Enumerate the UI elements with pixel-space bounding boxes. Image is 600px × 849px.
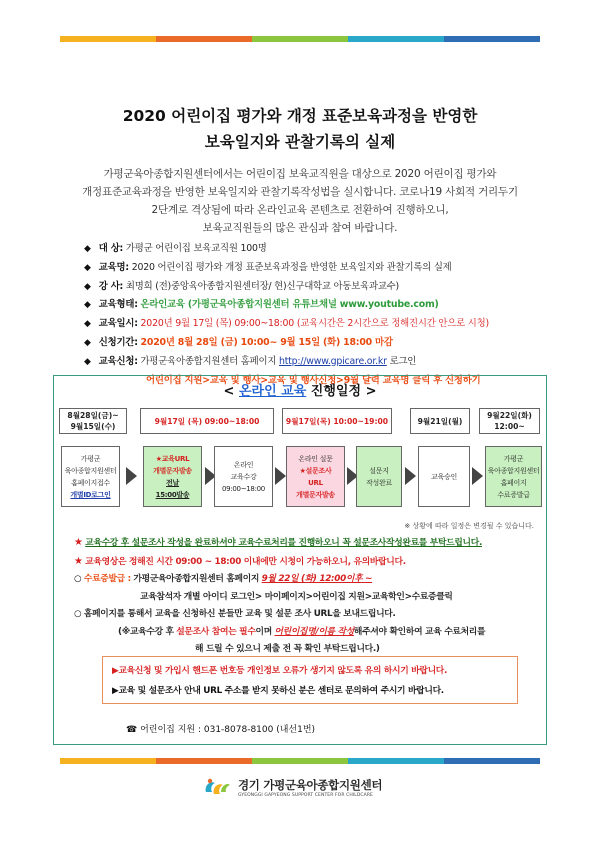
info-type xyxy=(84,296,544,315)
info-label: 교육신청: xyxy=(98,355,138,367)
contact-phone xyxy=(126,722,315,735)
diamond-bullet-icon: ◆ xyxy=(84,337,91,348)
info-value: 2020 어린이집 평가와 개정 표준보육과정을 반영한 보육일지와 관찰기록의 실제 xyxy=(131,261,452,273)
phone-icon: ☎ xyxy=(126,725,138,735)
info-label: 신청기간: xyxy=(98,336,138,348)
step-line: 가평군 xyxy=(503,454,524,463)
step-line: 설문지 xyxy=(369,466,389,475)
step-box xyxy=(418,446,470,507)
info-apply-period xyxy=(84,334,544,353)
info-value: 2020년 8월 28일 (금) 10:00~ 9월 15일 (화) 18:00 마감 xyxy=(140,336,393,348)
info-value: 로그인 xyxy=(389,355,417,367)
arrow-right-icon xyxy=(472,467,483,485)
step-line: 작성완료 xyxy=(366,478,392,487)
step-box xyxy=(286,446,345,507)
info-value: 온라인교육 (가평군육아종합지원센터 유튜브채널 www.youtube.com) xyxy=(140,299,439,311)
date-line: 9월15일(수) xyxy=(70,422,116,431)
bottom-color-bar xyxy=(60,758,540,764)
arrow-right-icon xyxy=(405,467,416,485)
note-required xyxy=(74,624,536,642)
info-list xyxy=(84,240,544,390)
info-value: 2020년 9월 17일 (목) 09:00~18:00 (교육시간은 2시간으로 정해진시간 안으로 시청) xyxy=(140,318,489,330)
date-box xyxy=(59,408,127,434)
footer-center-name: 경기 가평군육아종합지원센터 xyxy=(238,777,383,792)
warning-line: ▶교육 및 설문조사 안내 URL 주소를 받지 못하신 분은 센터로 문의하여 주시기 바랍니다. xyxy=(112,686,444,696)
circle-bullet-icon: ○ xyxy=(74,609,82,619)
arrow-right-icon xyxy=(126,467,137,485)
intro-line: 개정표준교육과정을 반영한 보육일지와 관찰기록작성법을 실시합니다. 코로나19 사회적 거리두기 xyxy=(82,186,518,198)
schedule-title-open: < xyxy=(223,384,239,399)
step-line: 15:00발송 xyxy=(155,490,190,499)
note-text: 홈페이지를 통해서 교육을 신청하신 분들만 교육 및 설문 조사 URL을 보내드립니다. xyxy=(83,609,396,619)
step-line: 육아종합지원센터 xyxy=(64,466,117,475)
info-label: 강 사: xyxy=(98,280,124,292)
intro-line: 보육교직원들의 많은 관심과 참여 바랍니다. xyxy=(202,222,398,234)
step-line: 온라인 설문 xyxy=(298,454,333,463)
step-box xyxy=(61,446,120,507)
diamond-bullet-icon: ◆ xyxy=(84,244,91,254)
info-lecturer xyxy=(84,278,544,297)
step-line: 개별ID로그인 xyxy=(70,490,111,499)
bar-yellow xyxy=(60,36,156,42)
date-box xyxy=(140,408,274,434)
date-line: 9월21일(월) xyxy=(417,416,463,426)
info-date xyxy=(84,315,544,334)
date-line: 9월17일 (목) 09:00~18:00 xyxy=(154,416,260,426)
note-text: 해주셔야 확인하여 교육 수료처리를 xyxy=(353,626,486,637)
step-box xyxy=(356,446,402,507)
diamond-bullet-icon: ◆ xyxy=(84,356,91,367)
info-value: 가평군육아종합지원센터 홈페이지 xyxy=(140,355,277,367)
note-text: 설문조사 참여는 필수 xyxy=(176,626,256,637)
star-icon: ★ xyxy=(74,555,83,567)
schedule-box xyxy=(53,375,547,745)
date-line: 9월22일(화) xyxy=(487,411,532,420)
date-box xyxy=(282,408,392,434)
warning-line: ▶교육신청 및 가입시 핸드폰 번호등 개인정보 오류가 생기지 않도록 유의 하시기 바랍니다. xyxy=(112,666,448,676)
note-text: 이며 xyxy=(255,626,272,637)
warning-box xyxy=(102,656,518,704)
date-line: 8월28일(금)~ xyxy=(67,411,119,420)
date-box xyxy=(479,408,540,434)
info-apply xyxy=(84,353,544,372)
title-line-1: 2020 어린이집 평가와 개정 표준보육과정을 반영한 xyxy=(122,107,478,125)
note-text: (※교육수강 후 xyxy=(118,626,174,637)
bar-orange xyxy=(156,758,252,764)
note-url xyxy=(74,606,536,624)
schedule-notes xyxy=(74,534,536,659)
center-logo-icon xyxy=(202,776,232,798)
info-value: 가평군 어린이집 보육교직원 100명 xyxy=(125,243,267,254)
bar-yellow xyxy=(60,758,156,764)
note-label: 수료증발급 : xyxy=(83,574,131,584)
bar-cyan xyxy=(348,758,444,764)
step-line: 온라인 xyxy=(233,460,254,469)
step-line: 교육수강 xyxy=(230,472,257,481)
step-line: 육아종합지원센터 xyxy=(487,466,540,475)
step-line: ★교육URL xyxy=(155,454,190,463)
step-line: ★설문조사 xyxy=(299,466,332,475)
info-course-name xyxy=(84,259,544,278)
step-box xyxy=(143,446,202,507)
step-line: 개별문자발송 xyxy=(153,466,192,475)
note-required-2: 해 드릴 수 있으니 제출 전 꼭 확인 부탁드립니다.) xyxy=(195,644,380,654)
intro-line: 가평군육아종합지원센터에서는 어린이집 보육교직원을 대상으로 2020 어린이집 평가와 xyxy=(103,168,497,180)
intro-line: 2단계로 격상됨에 따라 온라인교육 콘텐츠로 전환하여 진행하오니, xyxy=(151,204,449,216)
info-label: 대 상: xyxy=(98,243,124,254)
date-box xyxy=(410,408,470,434)
phone-text: 어린이집 지원 : 031-8078-8100 (내선1번) xyxy=(140,725,316,735)
circle-bullet-icon: ○ xyxy=(74,574,82,584)
homepage-link[interactable]: http://www.gpicare.or.kr xyxy=(278,355,387,367)
diamond-bullet-icon: ◆ xyxy=(84,300,91,311)
schedule-title-rest: 진행일정 > xyxy=(306,384,377,399)
info-label: 교육형태: xyxy=(98,299,138,311)
step-line: 09:00~18:00 xyxy=(222,484,265,493)
note-text: 가평군육아종합지원센터 홈페이지 xyxy=(133,574,260,584)
diamond-bullet-icon: ◆ xyxy=(84,281,91,292)
note-text: 어린이집명/이름 작성 xyxy=(274,626,354,637)
step-line: 홈페이지 xyxy=(500,478,527,487)
step-line: 수료증발급 xyxy=(497,490,530,499)
note-text: 교육수강 후 설문조사 작성을 완료하셔야 교육수료처리를 진행하오니 꼭 설문조사작성완료를 부탁드립니다. xyxy=(85,538,482,548)
step-box xyxy=(214,446,273,507)
info-value: 최명희 (전)중앙육아종합지원센터장/ 현)신구대학교 아동보육과교수) xyxy=(125,280,399,292)
bar-cyan xyxy=(348,36,444,42)
bar-orange xyxy=(156,36,252,42)
intro-paragraph xyxy=(75,165,525,237)
step-line: 교육승인 xyxy=(431,472,457,481)
bar-blue xyxy=(444,758,540,764)
footer-text xyxy=(238,777,382,798)
schedule-change-note: ※ 상황에 따라 일정은 변경될 수 있습니다. xyxy=(404,522,534,530)
bar-green xyxy=(252,36,348,42)
bar-blue xyxy=(444,36,540,42)
step-line: 홈페이지접수 xyxy=(71,478,110,487)
note-text: 교육영상은 정해진 시간 09:00 ~ 18:00 이내에만 시청이 가능하오니, 유의바랍니다. xyxy=(85,556,406,567)
date-line: 12:00~ xyxy=(494,422,525,431)
page-title xyxy=(0,103,600,155)
arrow-right-icon xyxy=(275,467,286,485)
date-line: 9월17일(목) 10:00~19:00 xyxy=(285,416,389,426)
info-label: 교육명: xyxy=(98,261,129,273)
top-color-bar xyxy=(60,36,540,42)
bar-green xyxy=(252,758,348,764)
step-line: 가평군 xyxy=(80,454,101,463)
step-box xyxy=(485,446,542,507)
diamond-bullet-icon: ◆ xyxy=(84,319,91,330)
info-label: 교육일시: xyxy=(98,318,138,330)
step-line: 전날 xyxy=(166,478,179,487)
note-certificate-path: 교육참석자 개별 아이디 로그인> 마이페이지>어린이집 지원>교육학인>수료증클릭 xyxy=(140,591,453,602)
schedule-title xyxy=(54,380,546,399)
note-certificate xyxy=(74,571,536,589)
footer-center-eng: GYEONGGI GAPYEONG SUPPORT CENTER FOR CHILDCARE xyxy=(238,792,373,798)
schedule-title-online: 온라인 교육 xyxy=(238,384,307,399)
note-video-time xyxy=(74,553,536,572)
step-line: URL xyxy=(308,478,323,487)
star-icon: ★ xyxy=(74,537,83,548)
note-survey xyxy=(74,534,536,553)
footer-logo xyxy=(202,776,382,798)
title-line-2: 보육일지와 관찰기록의 실제 xyxy=(204,133,396,151)
info-target xyxy=(84,240,544,259)
info-apply-path: 어린이집 지원>교육 및 행사>교육 및 행사신청>9월 달력 교육명 클릭 후 신청하기 xyxy=(146,374,481,386)
step-line: 개별문자발송 xyxy=(296,490,335,499)
diamond-bullet-icon: ◆ xyxy=(84,262,91,273)
note-time: 9월 22일 (화) 12:00이후 ~ xyxy=(261,574,373,584)
